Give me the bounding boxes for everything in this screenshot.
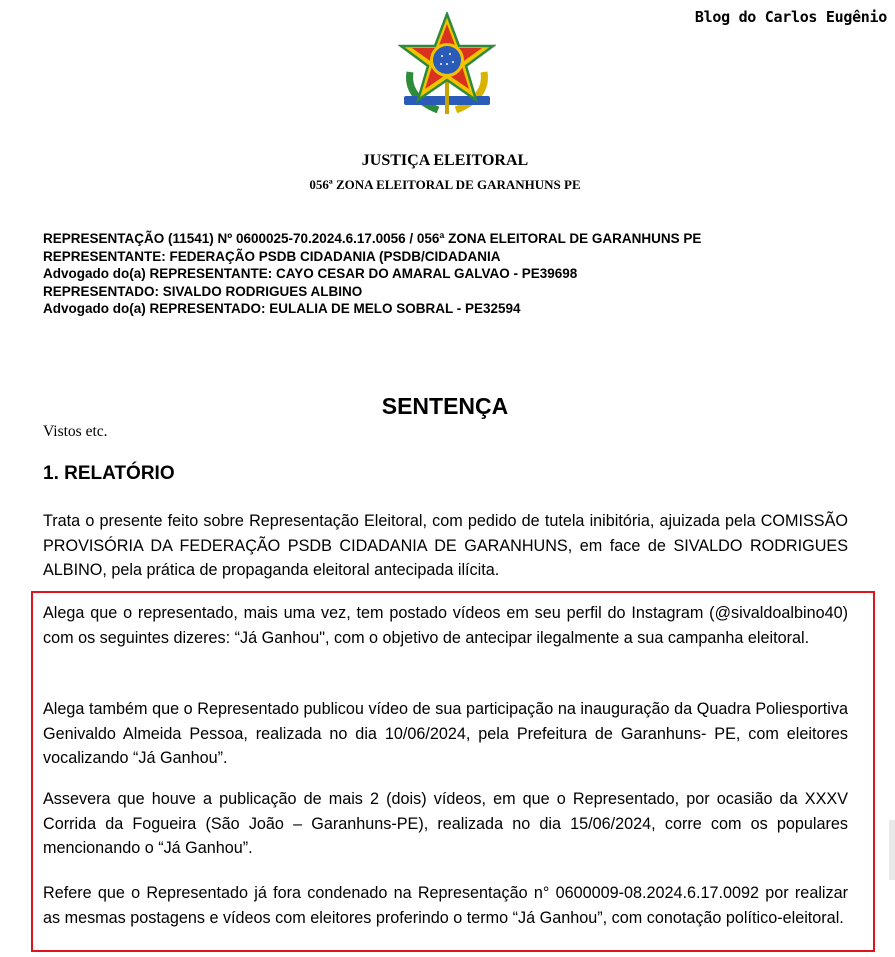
page-edge-shadow — [889, 820, 895, 880]
defendant-line: REPRESENTADO: SIVALDO RODRIGUES ALBINO — [43, 283, 363, 299]
court-title: JUSTIÇA ELEITORAL — [361, 152, 529, 169]
report-paragraph: Alega também que o Representado publicou vídeo de sua participação na inauguração da Quadra Poliesportiva Genivaldo Almeida Pessoa, realizada no dia 10/06/2024, pela Prefeitura de Garanhuns- PE, com eleitores vocalizando “Já Ganhou”. — [43, 700, 848, 767]
court-subtitle: 056ª ZONA ELEITORAL DE GARANHUNS PE — [309, 177, 581, 192]
vistos-text: Vistos etc. — [43, 423, 108, 440]
case-number-line: REPRESENTAÇÃO (11541) Nº 0600025-70.2024.6.17.0056 / 056ª ZONA ELEITORAL DE GARANHUNS PE — [43, 231, 702, 246]
case-header — [43, 230, 701, 318]
defendant-lawyer-line: Advogado do(a) REPRESENTADO: EULALIA DE MELO SOBRAL - PE32594 — [43, 301, 521, 316]
plaintiff-lawyer-line: Advogado do(a) REPRESENTANTE: CAYO CESAR DO AMARAL GALVAO - PE39698 — [43, 266, 578, 281]
document-title: SENTENÇA — [381, 393, 509, 419]
report-paragraph: Trata o presente feito sobre Representação Eleitoral, com pedido de tutela inibitória, ajuizada pela COMISSÃO PROVISÓRIA DA FEDERAÇÃO PSDB CIDADANIA DE GARANHUNS, em face de SIVALDO RODRIGUES ALBINO, pela prática de propaganda eleitoral antecipada ilícita. — [43, 512, 848, 579]
plaintiff-line: REPRESENTANTE: FEDERAÇÃO PSDB CIDADANIA (PSDB/CIDADANIA — [43, 248, 501, 264]
section-heading: 1. RELATÓRIO — [43, 463, 175, 484]
report-paragraph: Alega que o representado, mais uma vez, tem postado vídeos em seu perfil do Instagram (@sivaldoalbino40) com os seguintes dizeres: “Já Ganhou", com o objetivo de antecipar ilegalmente a sua campanha eleitoral. — [43, 604, 848, 647]
report-paragraph: Refere que o Representado já fora condenado na Representação n° 0600009-08.2024.6.17.0092 por realizar as mesmas postagens e vídeos com eleitores proferindo o termo “Já Ganhou”, com conotação político-eleitoral. — [43, 884, 848, 927]
report-paragraph: Assevera que houve a publicação de mais 2 (dois) vídeos, em que o Representado, por ocasião da XXXV Corrida da Fogueira (São João – Garanhuns-PE), realizada no dia 15/06/2024, corre com os populares mencionando o “Já Ganhou”. — [43, 790, 848, 857]
blog-watermark: Blog do Carlos Eugênio — [694, 8, 887, 26]
coat-of-arms-emblem — [398, 12, 496, 116]
